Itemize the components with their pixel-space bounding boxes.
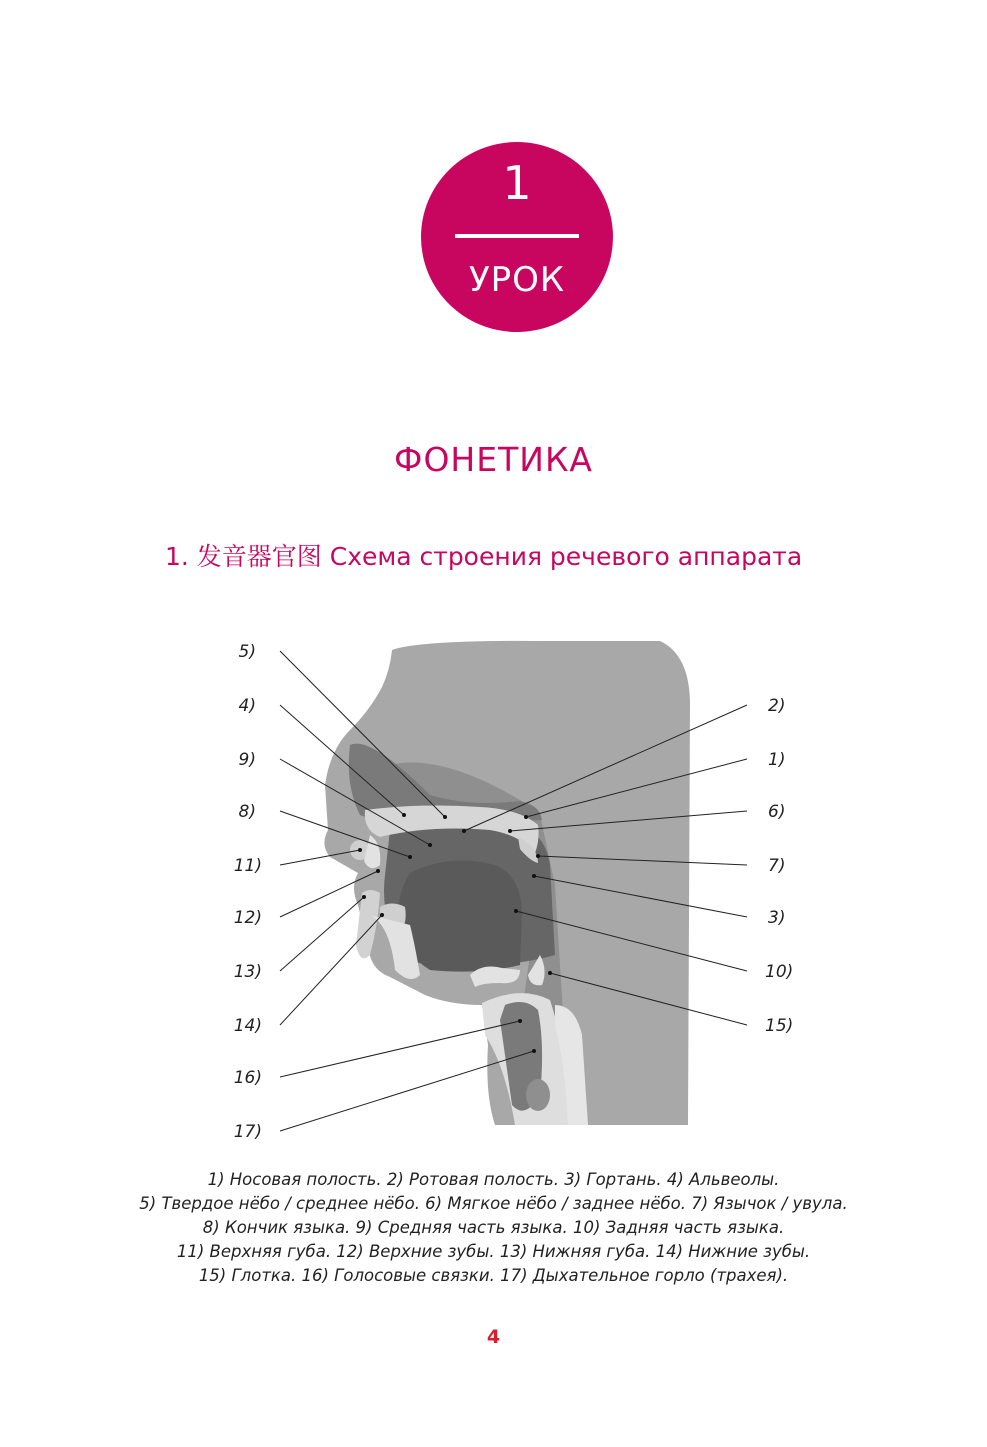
dot-15 [548, 971, 552, 975]
dot-3 [532, 874, 536, 878]
dot-4 [402, 813, 406, 817]
subtitle: 1. 发音器官图 Схема строения речевого аппарата [165, 542, 803, 571]
leader-16 [280, 1021, 520, 1077]
label-6: 6) [768, 802, 786, 822]
dot-11 [358, 848, 362, 852]
dot-6 [508, 829, 512, 833]
caption-line: 5) Твердое нёбо / среднее нёбо. 6) Мягкое нёбо / заднее нёбо. 7) Язычок / увула. [139, 1194, 848, 1213]
label-9: 9) [238, 750, 256, 770]
dot-16 [518, 1019, 522, 1023]
badge-divider [455, 234, 579, 238]
dot-5 [443, 815, 447, 819]
dot-7 [536, 854, 540, 858]
dot-8 [408, 855, 412, 859]
label-2: 2) [768, 696, 786, 716]
label-7: 7) [768, 856, 786, 876]
dot-13 [362, 895, 366, 899]
label-1: 1) [768, 750, 786, 770]
lesson-word: УРОК [468, 260, 566, 300]
dot-12 [376, 869, 380, 873]
caption-line: 15) Глотка. 16) Голосовые связки. 17) Дыхательное горло (трахея). [198, 1266, 789, 1285]
label-4: 4) [238, 696, 256, 716]
leader-13 [280, 897, 364, 971]
speech-apparatus-diagram [220, 625, 820, 1145]
leader-14 [280, 915, 382, 1025]
label-15: 15) [765, 1016, 794, 1036]
label-11: 11) [233, 856, 262, 876]
label-10: 10) [765, 962, 794, 982]
dot-9 [428, 843, 432, 847]
caption-line: 1) Носовая полость. 2) Ротовая полость. 3) Гортань. 4) Альвеолы. [207, 1170, 780, 1189]
dot-10 [514, 909, 518, 913]
label-13: 13) [233, 962, 262, 982]
diagram-caption [100, 1168, 887, 1288]
caption-line: 11) Верхняя губа. 12) Верхние зубы. 13) Нижняя губа. 14) Нижние зубы. [176, 1242, 811, 1261]
dot-14 [380, 913, 384, 917]
label-8: 8) [238, 802, 256, 822]
label-3: 3) [768, 908, 786, 928]
label-14: 14) [233, 1016, 262, 1036]
caption-line: 8) Кончик языка. 9) Средняя часть языка. 10) Задняя часть языка. [202, 1218, 785, 1237]
label-12: 12) [233, 908, 262, 928]
lesson-number: 1 [502, 156, 532, 210]
dot-17 [532, 1049, 536, 1053]
dot-1 [524, 815, 528, 819]
page-number: 4 [486, 1326, 501, 1348]
lesson-badge [421, 142, 613, 332]
label-5: 5) [238, 642, 256, 662]
larynx-cavity [526, 1079, 550, 1111]
label-17: 17) [233, 1122, 262, 1142]
dot-2 [462, 829, 466, 833]
section-title: ФОНЕТИКА [394, 440, 593, 479]
label-16: 16) [233, 1068, 262, 1088]
